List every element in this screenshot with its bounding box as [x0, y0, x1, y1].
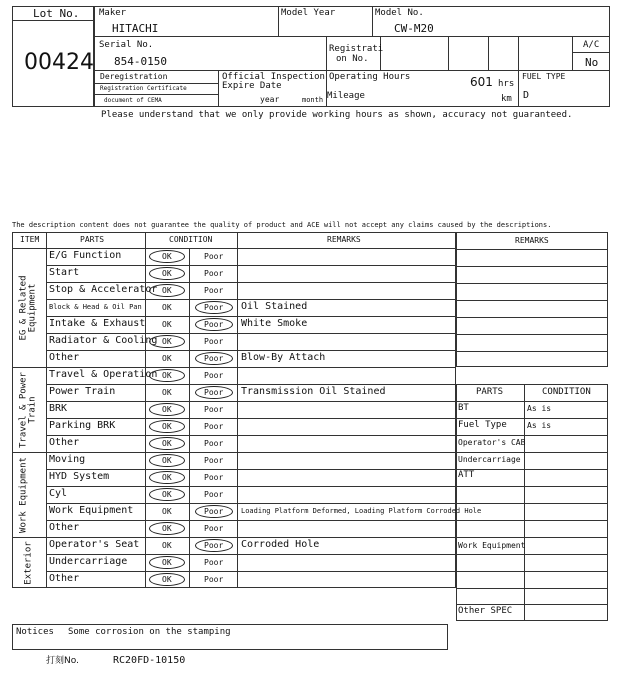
poor-option[interactable]: Poor	[204, 252, 224, 261]
poor-option[interactable]: Poor	[204, 575, 224, 584]
ok-selected-circle	[149, 420, 185, 433]
right-part-name: Undercarriage	[458, 455, 521, 464]
ok-option[interactable]: OK	[162, 354, 172, 363]
lot-no-label: Lot No.	[33, 7, 80, 20]
ok-selected-circle	[149, 335, 185, 348]
poor-option[interactable]: Poor	[204, 303, 224, 312]
part-name: Work Equipment	[49, 505, 134, 516]
poor-option[interactable]: Poor	[204, 524, 224, 533]
table-row	[46, 401, 456, 418]
ok-selected-circle	[149, 471, 185, 484]
model-no-label: Model No.	[375, 8, 424, 18]
maker-value: HITACHI	[112, 22, 159, 35]
part-name: HYD System	[49, 471, 110, 482]
notices-text: Some corrosion on the stamping	[68, 627, 231, 637]
right-part-condition: As is	[527, 404, 552, 413]
stamp-value: RC20FD-10150	[113, 655, 186, 666]
right-part-name: ATT	[458, 470, 475, 480]
poor-option[interactable]: Poor	[204, 507, 224, 516]
part-name: Moving	[49, 454, 86, 465]
remark-text: Blow-By Attach	[241, 352, 326, 363]
ok-option[interactable]: OK	[162, 422, 172, 431]
ok-selected-circle	[149, 522, 185, 535]
poor-option[interactable]: Poor	[204, 541, 224, 550]
table-row	[46, 265, 456, 282]
ok-selected-circle	[149, 284, 185, 297]
remark-text: Oil Stained	[241, 301, 308, 312]
table-row	[46, 520, 456, 537]
table-row	[46, 571, 456, 588]
condition-header: CONDITION	[542, 387, 591, 397]
group-label: EG & Related Equipment	[18, 274, 37, 341]
part-name: BRK	[49, 403, 68, 414]
poor-selected-circle	[195, 352, 233, 365]
poor-option[interactable]: Poor	[204, 337, 224, 346]
header-condition: CONDITION	[169, 235, 213, 244]
ok-option[interactable]: OK	[162, 456, 172, 465]
poor-option[interactable]: Poor	[204, 558, 224, 567]
ac-label: A/C	[583, 40, 600, 50]
mileage-label: Mileage	[327, 91, 365, 101]
poor-selected-circle	[195, 539, 233, 552]
part-name: Operator's Seat	[49, 539, 140, 550]
ok-option[interactable]: OK	[162, 371, 172, 380]
poor-selected-circle	[195, 505, 233, 518]
ok-option[interactable]: OK	[162, 388, 172, 397]
ok-selected-circle	[149, 250, 185, 263]
part-name: Undercarriage	[49, 556, 128, 567]
part-name: Other	[49, 573, 80, 584]
ok-selected-circle	[149, 267, 185, 280]
remark-text: Corroded Hole	[241, 539, 320, 550]
poor-option[interactable]: Poor	[204, 269, 224, 278]
disclaimer-text: Please understand that we only provide working hours as shown, accuracy not guaranteed.	[101, 110, 573, 120]
description-note: The description content does not guarantee the quality of product and ACE will not accept any claims caused by the descriptions.	[12, 221, 552, 229]
poor-option[interactable]: Poor	[204, 388, 224, 397]
ok-option[interactable]: OK	[162, 320, 172, 329]
notices-label: Notices	[16, 627, 54, 637]
poor-option[interactable]: Poor	[204, 320, 224, 329]
deregistration-label: Deregistration	[100, 72, 168, 81]
ok-option[interactable]: OK	[162, 303, 172, 312]
parts-header: PARTS	[476, 387, 504, 397]
remark-text: White Smoke	[241, 318, 308, 329]
poor-option[interactable]: Poor	[204, 405, 224, 414]
month-label: month	[302, 96, 324, 104]
ok-option[interactable]: OK	[162, 252, 172, 261]
poor-option[interactable]: Poor	[204, 422, 224, 431]
ok-selected-circle	[149, 437, 185, 450]
document-cema-label: document of CEMA	[104, 97, 162, 104]
part-name: Cyl	[49, 488, 68, 499]
remark-text: Transmission Oil Stained	[241, 386, 386, 397]
ok-option[interactable]: OK	[162, 490, 172, 499]
ok-selected-circle	[149, 488, 185, 501]
remark-text: Loading Platform Deformed, Loading Platform Corroded Hole	[241, 507, 482, 515]
table-row	[46, 486, 456, 503]
ok-option[interactable]: OK	[162, 439, 172, 448]
part-name: Block & Head & Oil Pan	[49, 303, 142, 311]
poor-option[interactable]: Poor	[204, 354, 224, 363]
ok-option[interactable]: OK	[162, 524, 172, 533]
poor-selected-circle	[195, 318, 233, 331]
ok-option[interactable]: OK	[162, 269, 172, 278]
registration-no-label-1: Registrati	[329, 44, 384, 54]
ok-option[interactable]: OK	[162, 575, 172, 584]
part-name: E/G Function	[49, 250, 122, 261]
registration-certificate-label: Registration Certificate	[100, 85, 187, 92]
maker-label: Maker	[99, 8, 127, 18]
official-inspection-label-1: Official Inspection	[222, 72, 325, 82]
year-label: year	[260, 95, 280, 104]
poor-option[interactable]: Poor	[204, 473, 224, 482]
fuel-type-value: D	[523, 90, 530, 101]
ok-selected-circle	[149, 403, 185, 416]
header-remarks: REMARKS	[327, 235, 361, 244]
table-row	[46, 452, 456, 469]
group-label: Travel & Power Train	[18, 371, 37, 448]
operating-hours-value: 601	[470, 75, 493, 89]
part-name: Travel & Operation	[49, 369, 158, 380]
ok-selected-circle	[149, 454, 185, 467]
lot-number: 00424	[24, 50, 94, 75]
model-year-label: Model Year	[281, 8, 336, 18]
ok-option[interactable]: OK	[162, 286, 172, 295]
ok-option[interactable]: OK	[162, 473, 172, 482]
part-name: Other	[49, 522, 80, 533]
operating-hours-label: Operating Hours	[329, 72, 411, 82]
poor-option[interactable]: Poor	[204, 439, 224, 448]
model-no-value: CW-M20	[394, 22, 434, 35]
right-part-name: Fuel Type	[458, 420, 507, 430]
serial-no-value: 854-0150	[114, 55, 167, 68]
right-part-condition: As is	[527, 421, 552, 430]
ok-option[interactable]: OK	[162, 558, 172, 567]
right-part-name: Work Equipment	[458, 541, 526, 550]
ok-selected-circle	[149, 369, 185, 382]
fuel-type-label: FUEL TYPE	[522, 72, 566, 81]
official-inspection-label-2: Expire Date	[222, 81, 282, 91]
poor-option[interactable]: Poor	[204, 490, 224, 499]
ok-selected-circle	[149, 556, 185, 569]
header-item: ITEM	[20, 235, 40, 244]
registration-no-label-2: on No.	[336, 54, 369, 64]
group-label: Exterior	[23, 540, 33, 585]
ok-selected-circle	[149, 573, 185, 586]
right-part-name: Operator's CAB	[458, 438, 526, 447]
ok-option[interactable]: OK	[162, 541, 172, 550]
poor-option[interactable]: Poor	[204, 371, 224, 380]
hrs-label: hrs	[498, 79, 515, 89]
serial-no-label: Serial No.	[99, 40, 154, 50]
part-name: Stop & Accelerator	[49, 284, 158, 295]
group-label: Work Equipment	[18, 456, 28, 533]
part-name: Radiator & Cooling	[49, 335, 158, 346]
right-part-name: BT	[458, 403, 469, 413]
right-remarks-header: REMARKS	[515, 236, 549, 245]
part-name: Other	[49, 352, 80, 363]
ok-option[interactable]: OK	[162, 337, 172, 346]
poor-selected-circle	[195, 386, 233, 399]
ok-option[interactable]: OK	[162, 405, 172, 414]
stamp-label: 打刻No.	[46, 656, 79, 666]
poor-selected-circle	[195, 301, 233, 314]
ok-option[interactable]: OK	[162, 507, 172, 516]
table-row	[46, 435, 456, 452]
poor-option[interactable]: Poor	[204, 286, 224, 295]
part-name: Parking BRK	[49, 420, 116, 431]
km-label: km	[501, 94, 512, 104]
poor-option[interactable]: Poor	[204, 456, 224, 465]
right-part-name: Other SPEC	[458, 606, 513, 616]
part-name: Start	[49, 267, 80, 278]
part-name: Power Train	[49, 386, 116, 397]
ac-value: No	[585, 56, 599, 69]
part-name: Other	[49, 437, 80, 448]
header-parts: PARTS	[80, 235, 105, 244]
part-name: Intake & Exhaust	[49, 318, 146, 329]
